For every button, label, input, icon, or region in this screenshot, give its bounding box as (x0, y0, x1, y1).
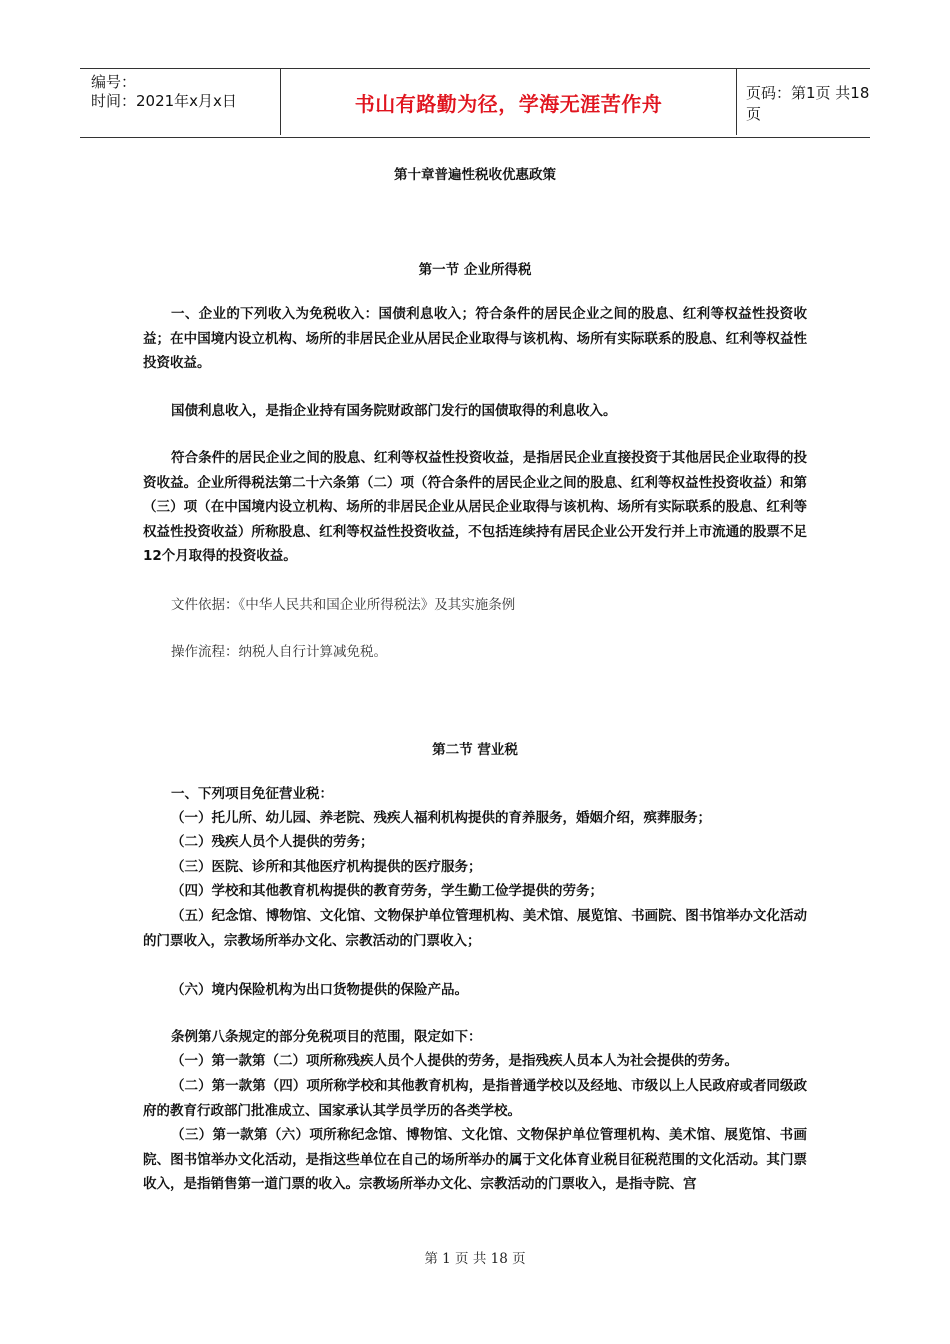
section1-procedure: 操作流程：纳税人自行计算减免税。 (171, 644, 387, 660)
section2-title: 第二节 营业税 (432, 742, 518, 758)
rule-item-1: （一）第一款第（二）项所称残疾人员个人提供的劳务，是指残疾人员本人为社会提供的劳务。 (171, 1053, 738, 1069)
chapter-title: 第十章普遍性税收优惠政策 (394, 167, 556, 183)
exempt-item-5: （五）纪念馆、博物馆、文化馆、文物保护单位管理机构、美术馆、展览馆、书画院、图书馆举办文化活动的门票收入，宗教场所举办文化、宗教活动的门票收入； (143, 908, 807, 949)
rule-intro: 条例第八条规定的部分免税项目的范围，限定如下： (171, 1029, 482, 1045)
header-table (80, 68, 870, 138)
section1-paragraph-3: 符合条件的居民企业之间的股息、红利等权益性投资收益，是指居民企业直接投资于其他居民企业取得的投资收益。企业所得税法第二十六条第（二）项（符合条件的居民企业之间的股息、红利等权益性投资收益）和第（三）项（在中国境内设立机构、场所的非居民企业从居民企业取得与该机构、场所有实际联系的股息、红利等权益性投资收益）所称股息、红利等权益性投资收益，不包括连续持有居民企业公开发行并上市流通的股票不足12个月取得的投资收益。 (143, 450, 807, 564)
exempt-item-4: （四）学校和其他教育机构提供的教育劳务，学生勤工俭学提供的劳务； (171, 883, 603, 899)
exempt-item-1: （一）托儿所、幼儿园、养老院、残疾人福利机构提供的育养服务，婚姻介绍，殡葬服务； (171, 810, 711, 826)
section1-basis: 文件依据：《中华人民共和国企业所得税法》及其实施条例 (171, 597, 516, 613)
section1-paragraph-2: 国债利息收入，是指企业持有国务院财政部门发行的国债取得的利息收入。 (171, 403, 617, 419)
header-meta (80, 69, 280, 137)
header-motto: 书山有路勤为径，学海无涯苦作舟 (280, 69, 737, 135)
section1-paragraph-1: 一、企业的下列收入为免税收入：国债利息收入；符合条件的居民企业之间的股息、红利等权益性投资收益；在中国境内设立机构、场所的非居民企业从居民企业取得与该机构、场所有实际联系的股息、红利等权益性投资收益。 (143, 306, 807, 371)
exempt-item-2: （二）残疾人员个人提供的劳务； (171, 834, 374, 850)
rule-item-2: （二）第一款第（四）项所称学校和其他教育机构，是指普通学校以及经地、市级以上人民政府或者同级政府的教育行政部门批准成立、国家承认其学员学历的各类学校。 (143, 1078, 807, 1119)
exempt-item-6: （六）境内保险机构为出口货物提供的保险产品。 (171, 982, 468, 998)
section2-intro: 一、下列项目免征营业税： (171, 786, 333, 802)
header-page-info: 页码：第1页 共18页 (746, 84, 870, 123)
document-number-label: 编号： (91, 73, 137, 91)
rule-item-3: （三）第一款第（六）项所称纪念馆、博物馆、文化馆、文物保护单位管理机构、美术馆、展览馆、书画院、图书馆举办文化活动，是指这些单位在自己的场所举办的属于文化体育业税目征税范围的文化活动。其门票收入，是指销售第一道门票的收入。宗教场所举办文化、宗教活动的门票收入，是指寺院、宫 (143, 1127, 807, 1192)
section1-title: 第一节 企业所得税 (418, 262, 532, 278)
page-footer: 第 1 页 共 18 页 (424, 1251, 526, 1267)
document-time-label: 时间：2021年x月x日 (91, 92, 237, 110)
exempt-item-3: （三）医院、诊所和其他医疗机构提供的医疗服务； (171, 859, 482, 875)
